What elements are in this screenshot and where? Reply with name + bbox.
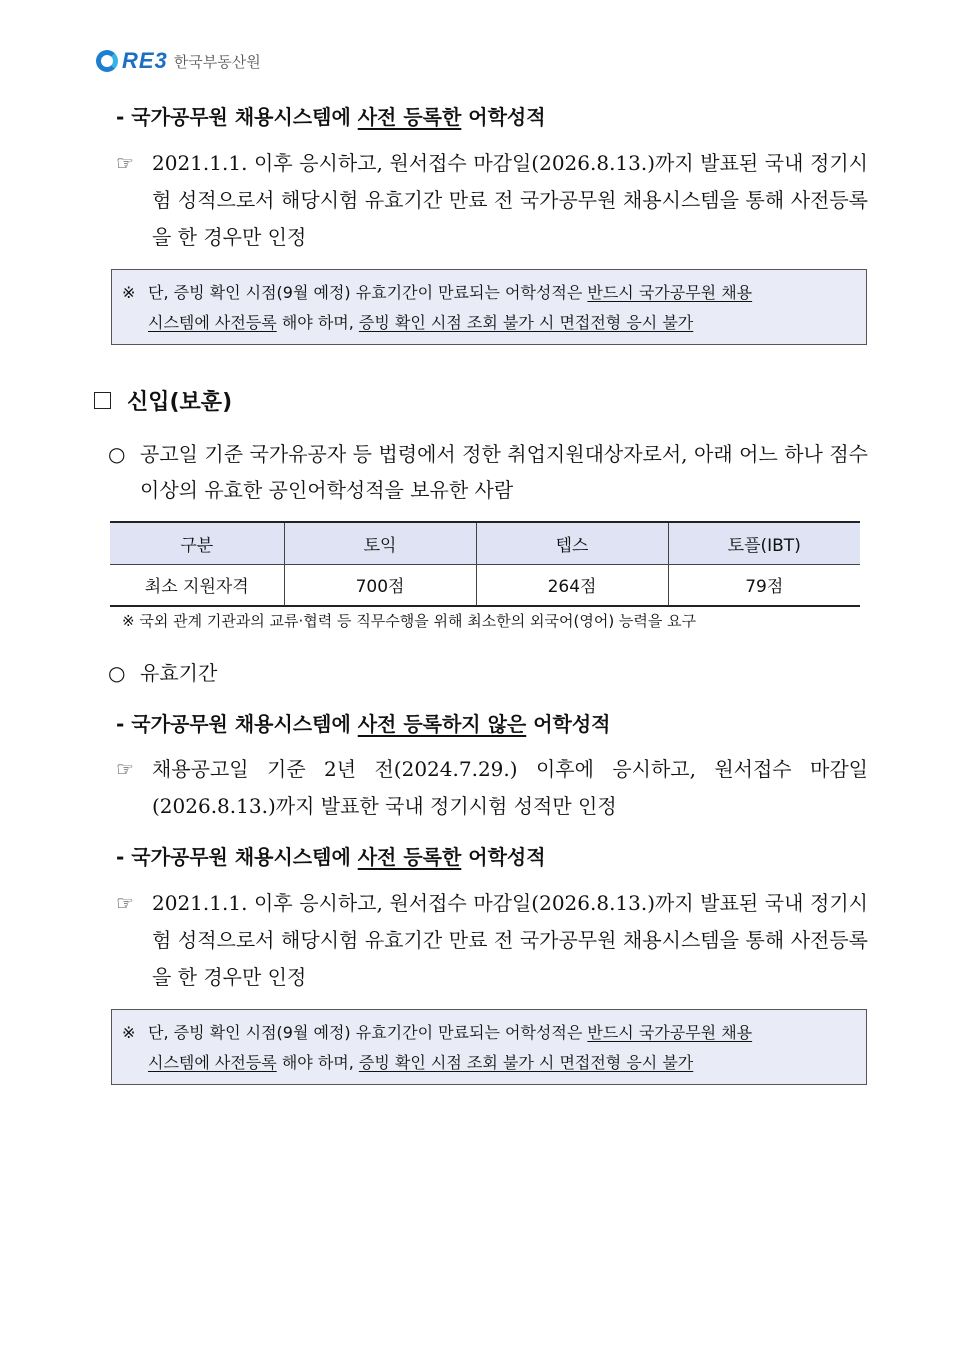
note-text: 단, 증빙 확인 시점(9월 예정) 유효기간이 만료되는 어학성적은 [148, 283, 588, 302]
paragraph-registered-rule-2 [116, 885, 868, 996]
note-box [111, 1009, 867, 1085]
dash-mark: - [116, 712, 125, 736]
logo-text: RE3 [122, 48, 168, 73]
paragraph-text: 채용공고일 기준 2년 전(2024.7.29.) 이후에 응시하고, 원서접수 마감일(2026.8.13.)까지 발표한 국내 정기시험 성적만 인정 [152, 757, 868, 818]
pointing-hand-icon: ☞ [116, 891, 134, 915]
note-box [111, 269, 867, 345]
pointing-hand-icon: ☞ [116, 151, 134, 175]
paragraph-text: 2021.1.1. 이후 응시하고, 원서접수 마감일(2026.8.13.)까지 발표된 국내 정기시험 성적으로서 해당시험 유효기간 만료 전 국가공무원 채용시스템을 통해 사전등록을 한 경우만 인정 [152, 151, 868, 249]
pointing-hand-icon: ☞ [116, 757, 134, 781]
bullet-text: 공고일 기준 국가유공자 등 법령에서 정한 취업지원대상자로서, 아래 어느 하나 점수 이상의 유효한 공인어학성적을 보유한 사람 [140, 442, 868, 502]
note-text: 단, 증빙 확인 시점(9월 예정) 유효기간이 만료되는 어학성적은 [148, 1023, 588, 1042]
dash-mark: - [116, 105, 125, 129]
dash-mark: - [116, 845, 125, 869]
note-text: 해야 하며, [276, 1053, 359, 1072]
section-title [94, 385, 232, 416]
bullet-eligibility [108, 436, 868, 508]
note-emphasis: 시스템에 사전등록 [148, 313, 277, 332]
heading-unregistered-scores [116, 708, 610, 737]
heading-registered-scores-2 [116, 841, 546, 870]
table-cell: 264점 [476, 564, 668, 606]
circle-bullet-icon: ○ [108, 442, 126, 466]
heading-underlined: 사전 등록한 [357, 845, 462, 869]
circle-bullet-icon: ○ [108, 661, 126, 685]
heading-underlined: 사전 등록한 [357, 105, 462, 129]
note-emphasis: 증빙 확인 시점 조회 불가 시 면접전형 응시 불가 [358, 1053, 694, 1072]
table-header-cell: 토플(IBT) [668, 522, 860, 564]
bullet-text: 유효기간 [140, 661, 218, 685]
paragraph-registered-rule [116, 145, 868, 256]
heading-post: 어학성적 [461, 845, 546, 869]
heading-post: 어학성적 [526, 712, 611, 736]
table-header-cell: 구분 [180, 535, 214, 556]
table-header-cell: 텝스 [476, 522, 668, 564]
table-cell: 700점 [284, 564, 476, 606]
bullet-validity [108, 655, 868, 691]
table-header-row [110, 522, 860, 564]
note-emphasis: 반드시 국가공무원 채용 [587, 283, 753, 302]
note-mark: ※ [122, 1023, 136, 1042]
square-bullet-icon [94, 392, 111, 409]
org-name: 한국부동산원 [173, 52, 261, 71]
note-emphasis: 시스템에 사전등록 [148, 1053, 277, 1072]
section-title-text: 신입(보훈) [127, 390, 233, 415]
table-row [110, 564, 860, 606]
note-emphasis: 반드시 국가공무원 채용 [587, 1023, 753, 1042]
heading-registered-scores [116, 101, 546, 130]
note-text: 해야 하며, [276, 313, 359, 332]
org-logo [96, 46, 261, 76]
table-note: ※ 국외 관계 기관과의 교류·협력 등 직무수행을 위해 최소한의 외국어(영어) 능력을 요구 [122, 612, 697, 630]
logo-circle-icon [96, 50, 118, 72]
note-mark: ※ [122, 283, 136, 302]
heading-pre: 국가공무원 채용시스템에 [131, 712, 358, 736]
heading-pre: 국가공무원 채용시스템에 [131, 105, 358, 129]
table-cell: 최소 지원자격 [144, 577, 249, 598]
heading-pre: 국가공무원 채용시스템에 [131, 845, 358, 869]
heading-underlined: 사전 등록하지 않은 [357, 712, 527, 736]
table-header-cell: 토익 [284, 522, 476, 564]
requirements-table [110, 521, 860, 607]
paragraph-text: 2021.1.1. 이후 응시하고, 원서접수 마감일(2026.8.13.)까지 발표된 국내 정기시험 성적으로서 해당시험 유효기간 만료 전 국가공무원 채용시스템을 통해 사전등록을 한 경우만 인정 [152, 891, 868, 989]
note-emphasis: 증빙 확인 시점 조회 불가 시 면접전형 응시 불가 [358, 313, 694, 332]
paragraph-unregistered-rule [116, 751, 868, 825]
table-cell: 79점 [668, 564, 860, 606]
heading-post: 어학성적 [461, 105, 546, 129]
